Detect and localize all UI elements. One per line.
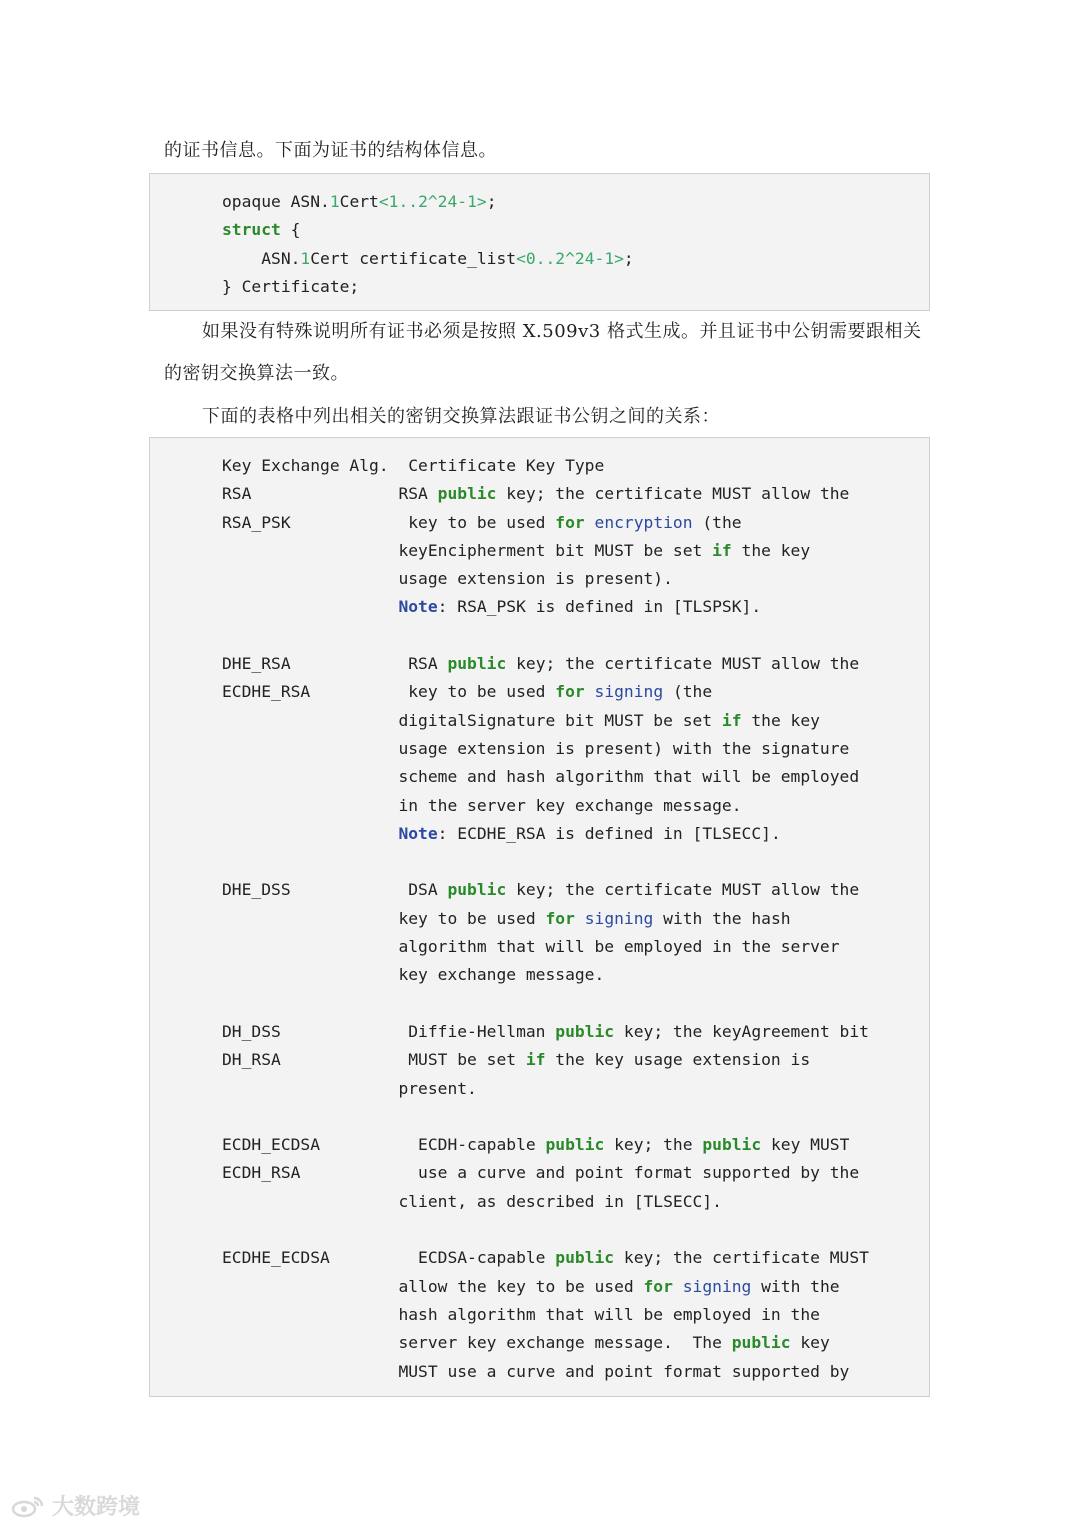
- weibo-logo-icon: [10, 1494, 46, 1518]
- key-exchange-table-line: server key exchange message. The public key: [222, 1333, 830, 1353]
- table-intro-text: 下面的表格中列出相关的密钥交换算法跟证书公钥之间的关系：: [202, 406, 720, 427]
- key-exchange-table-line: usage extension is present) with the signature: [222, 738, 850, 758]
- key-exchange-table-code-block: [149, 437, 930, 1397]
- key-exchange-table-line: ECDHE_ECDSA ECDSA-capable public key; the certificate MUST: [222, 1248, 869, 1268]
- key-exchange-table-line: [222, 848, 869, 876]
- key-exchange-table-line: [222, 622, 869, 650]
- key-exchange-table-line: usage extension is present).: [222, 569, 673, 589]
- key-exchange-table-line: digitalSignature bit MUST be set if the key: [222, 710, 820, 730]
- key-exchange-table-line: hash algorithm that will be employed in the: [222, 1304, 820, 1324]
- key-exchange-table-line: ECDH_ECDSA ECDH-capable public key; the public key MUST: [222, 1135, 850, 1155]
- key-exchange-table-line: Key Exchange Alg. Certificate Key Type: [222, 456, 605, 475]
- key-exchange-table-line: algorithm that will be employed in the server: [222, 937, 840, 957]
- key-exchange-table-line: Note: RSA_PSK is defined in [TLSPSK].: [398, 597, 762, 617]
- key-exchange-table-line: MUST use a curve and point format supported by: [222, 1361, 850, 1381]
- certificate-struct-code-line: opaque ASN.1Cert<1..2^24-1>;: [222, 192, 497, 211]
- key-exchange-table-line: [222, 990, 869, 1018]
- watermark: [10, 1490, 140, 1521]
- key-exchange-table-line: DH_DSS Diffie-Hellman public key; the keyAgreement bit: [222, 1021, 869, 1041]
- watermark-text: 大数跨境: [52, 1495, 141, 1520]
- intro-text: 的证书信息。下面为证书的结构体信息。: [164, 140, 497, 161]
- key-exchange-table-line: present.: [222, 1078, 477, 1098]
- key-exchange-table-line: key exchange message.: [222, 965, 605, 985]
- certificate-struct-code-line: ASN.1Cert certificate_list<0..2^24-1>;: [222, 248, 634, 268]
- key-exchange-table-line: allow the key to be used for signing with the: [222, 1276, 840, 1296]
- key-exchange-table-line: Note: ECDHE_RSA is defined in [TLSECC].: [398, 823, 781, 843]
- key-exchange-table-line: [222, 1216, 869, 1244]
- certificate-struct-code-block: [149, 173, 930, 311]
- x509-requirement-text: 如果没有特殊说明所有证书必须是按照 X.509v3 格式生成。并且证书中公钥需要跟相关的密钥交换算法一致。: [164, 321, 922, 384]
- key-exchange-table-line: scheme and hash algorithm that will be employed: [222, 767, 860, 787]
- key-exchange-table-line: [222, 1103, 869, 1131]
- key-exchange-table-code: [222, 452, 869, 1386]
- certificate-struct-code: [222, 188, 634, 301]
- key-exchange-table-line: RSA_PSK key to be used for encryption (the: [222, 512, 742, 532]
- key-exchange-table-line: in the server key exchange message.: [222, 795, 742, 815]
- key-exchange-table-line: DHE_RSA RSA public key; the certificate MUST allow the: [222, 654, 860, 674]
- key-exchange-table-line: DH_RSA MUST be set if the key usage extension is: [222, 1050, 811, 1070]
- key-exchange-table-line: keyEncipherment bit MUST be set if the key: [222, 540, 811, 560]
- key-exchange-table-line: ECDHE_RSA key to be used for signing (the: [222, 682, 713, 702]
- key-exchange-table-line: key to be used for signing with the hash: [222, 908, 791, 928]
- key-exchange-table-line: DHE_DSS DSA public key; the certificate MUST allow the: [222, 880, 860, 900]
- key-exchange-table-line: RSA RSA public key; the certificate MUST allow the: [222, 484, 850, 504]
- certificate-struct-code-line: struct {: [222, 220, 301, 240]
- key-exchange-table-line: client, as described in [TLSECC].: [222, 1191, 722, 1211]
- key-exchange-table-line: ECDH_RSA use a curve and point format supported by the: [222, 1163, 860, 1183]
- certificate-struct-code-line: } Certificate;: [222, 276, 360, 296]
